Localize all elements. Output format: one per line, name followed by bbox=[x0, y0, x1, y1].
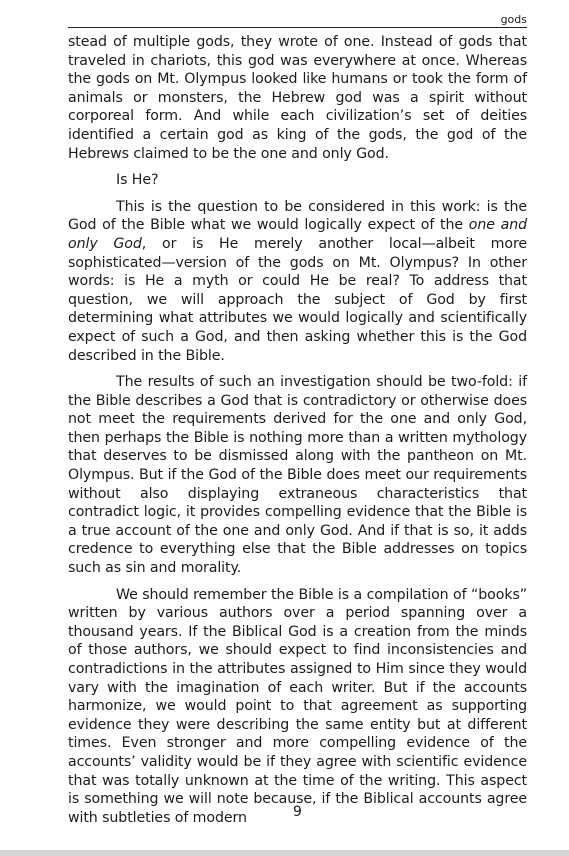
viewer-bottom-bar bbox=[0, 850, 569, 856]
paragraph-results: The results of such an investigation should be two-fold: if the Bible describes a God that is contradictory or otherwise does not meet the requirements derived for the one and only God, then perhaps the Bible is nothing more than a written mythology that deserves to be dismissed along with the pantheon on Mt. Olympus. But if the God of the Bible does meet our requirements without also displaying extraneous characteristics that contradict logic, it provides compelling evidence that the Bible is a true account of the one and only God. And if that is so, it adds credence to everything else that the Bible addresses on topics such as sin and morality. bbox=[68, 374, 527, 577]
paragraph-thesis-part-1: This is the question to be considered in this work: is the God of the Bible what we would logically expect of the bbox=[68, 198, 527, 234]
paragraph-thesis-emphasis: one and only God bbox=[68, 217, 527, 252]
body-text bbox=[68, 33, 527, 835]
running-head: gods bbox=[68, 12, 527, 28]
paragraph-thesis bbox=[68, 198, 527, 365]
paragraph-thesis-part-2: , or is He merely another local—albeit more sophisticated—version of the gods on Mt. Olympus? In other words: is He a myth or could He be real? To address that question, we will approach the subject of God by first determining what attributes we would logically and scientifically expect of such a God, and then asking whether this is the God described in the Bible. bbox=[68, 235, 528, 364]
page-number: 9 bbox=[293, 804, 302, 820]
paragraph-continuation: stead of multiple gods, they wrote of one. Instead of gods that traveled in chariots, this god was everywhere at once. Whereas the gods on Mt. Olympus looked like humans or took the form of animals or monsters, the Hebrew god was a spirit without corporeal form. And while each civilization’s set of deities identified a certain god as king of the gods, the god of the Hebrews claimed to be the one and only God. bbox=[68, 34, 527, 162]
paragraph-compilation: We should remember the Bible is a compilation of “books” written by various authors over a period spanning over a thousand years. If the Biblical God is a creation from the minds of those authors, we should expect to find inconsistencies and contradictions in the attributes assigned to Him since they would vary with the imagination of each writer. But if the accounts harmonize, we would point to that agreement as supporting evidence they were describing the same entity but at different times. Even stronger and more compelling evidence of the accounts’ validity would be if they agree with scientific evidence that was totally unknown at the time of the writing. This aspect is something we will note because, if the Biblical accounts agree with subtleties of modern bbox=[68, 586, 527, 826]
paragraph-question: Is He? bbox=[116, 172, 159, 189]
